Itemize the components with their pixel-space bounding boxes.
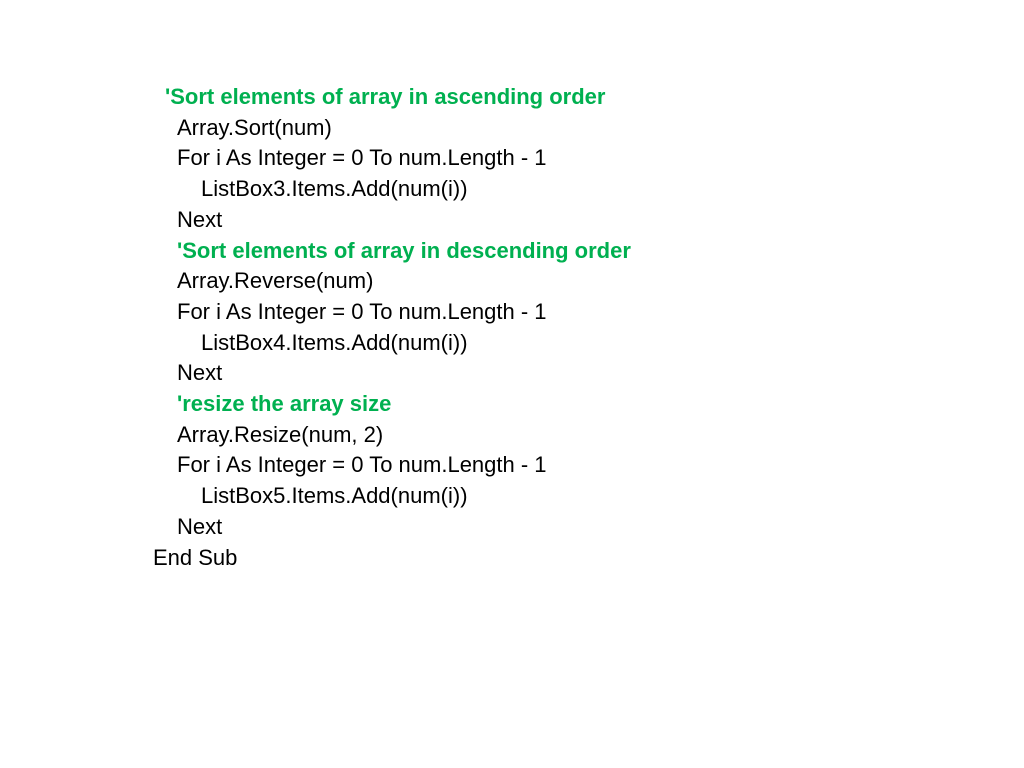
code-line: 'Sort elements of array in ascending order xyxy=(165,84,606,109)
code-line: Array.Reverse(num) xyxy=(177,268,374,293)
code-line: For i As Integer = 0 To num.Length - 1 xyxy=(177,299,547,324)
code-line: ListBox5.Items.Add(num(i)) xyxy=(201,483,468,508)
code-line: Next xyxy=(177,207,223,232)
code-line: ListBox4.Items.Add(num(i)) xyxy=(201,330,468,355)
code-line: Next xyxy=(177,360,223,385)
code-line: For i As Integer = 0 To num.Length - 1 xyxy=(177,452,547,477)
code-line: 'Sort elements of array in descending order xyxy=(177,238,631,263)
code-line: ListBox3.Items.Add(num(i)) xyxy=(201,176,468,201)
code-line: Next xyxy=(177,514,223,539)
code-line: Array.Resize(num, 2) xyxy=(177,422,384,447)
code-line: Array.Sort(num) xyxy=(177,115,332,140)
code-line: End Sub xyxy=(153,545,238,570)
code-line: 'resize the array size xyxy=(177,391,392,416)
code-line: For i As Integer = 0 To num.Length - 1 xyxy=(177,145,547,170)
